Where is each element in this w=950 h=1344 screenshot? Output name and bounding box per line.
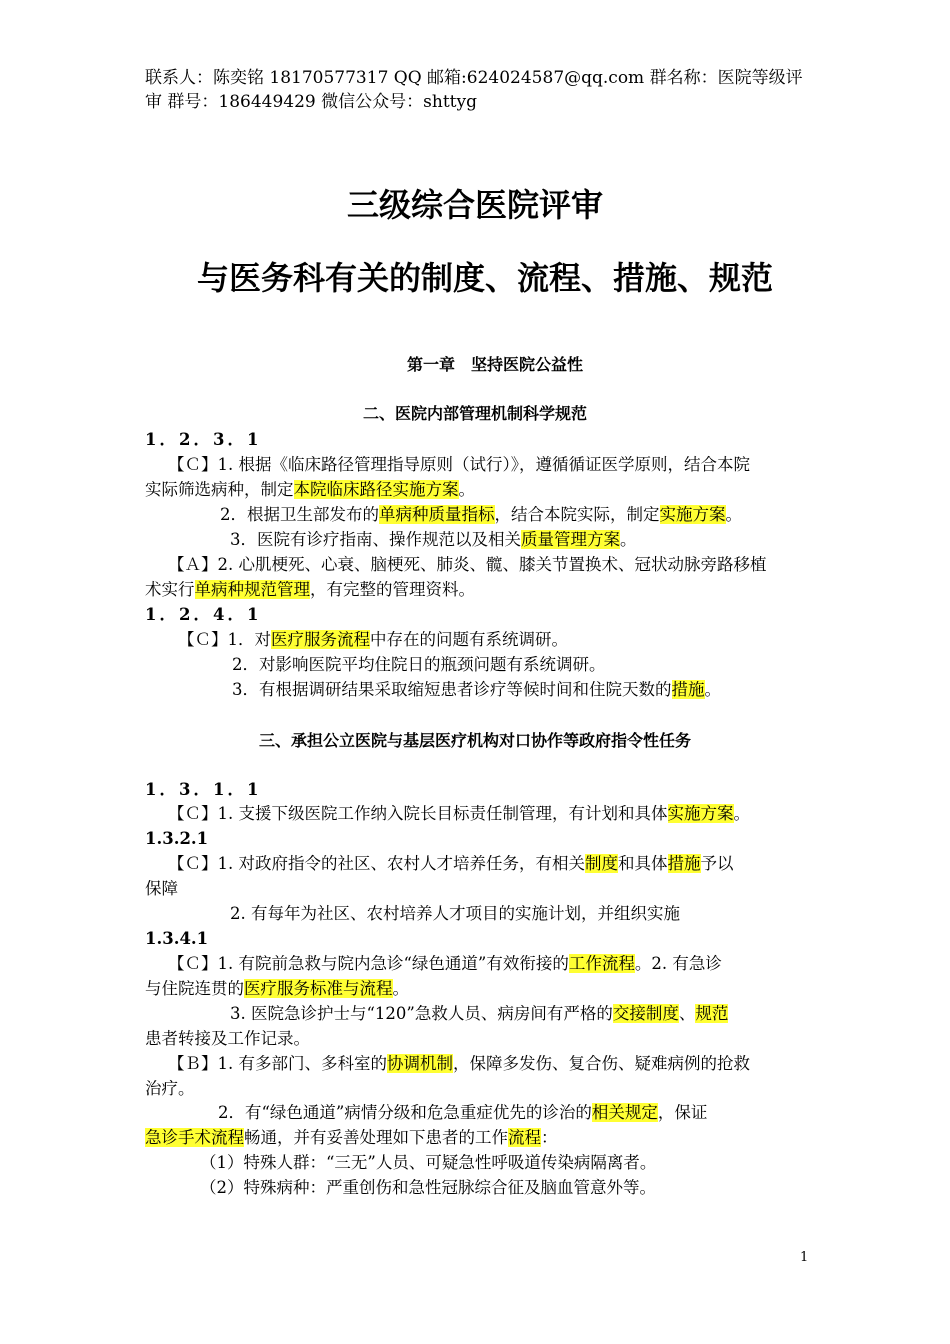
clause-text: 【Ｃ】1. 根据《临床路径管理指导原则（试行）》，遵循循证医学原则，结合本院 <box>168 455 750 474</box>
text-span: 。 <box>392 979 409 998</box>
highlighted-term: 单病种质量指标 <box>379 505 495 524</box>
text-span: 2．根据卫生部发布的 <box>220 505 379 524</box>
clause-number: 1．3．1．1 <box>145 780 262 799</box>
text-span: 中存在的问题有系统调研。 <box>370 630 568 649</box>
clause-number: 1．2．3．1 <box>145 430 262 449</box>
text-span: 实际筛选病种，制定 <box>145 480 294 499</box>
clause-text <box>168 952 722 976</box>
contact-line-1: 联系人：陈奕铭 18170577317 QQ 邮箱:624024587@qq.com 群名称：医院等级评 <box>145 68 803 88</box>
clause-text: 保障 <box>145 879 178 898</box>
text-span: 与住院连贯的 <box>145 979 244 998</box>
text-span: 【Ｂ】1. 有多部门、多科室的 <box>168 1054 387 1073</box>
text-span: 2．有“绿色通道”病情分级和危急重症优先的诊治的 <box>218 1103 592 1122</box>
clause-number: 1.3.4.1 <box>145 929 209 948</box>
highlighted-term: 交接制度 <box>612 1004 679 1023</box>
text-span: 。 <box>620 530 637 549</box>
clause-text: （2）特殊病种：严重创伤和急性冠脉综合征及脑血管意外等。 <box>200 1178 656 1197</box>
highlighted-term: 工作流程 <box>568 954 635 973</box>
text-span: 【Ｃ】1．对 <box>178 630 271 649</box>
clause-text: 【Ａ】2. 心肌梗死、心衰、脑梗死、肺炎、髋、膝关节置换术、冠状动脉旁路移植 <box>168 555 767 574</box>
text-span: 术实行 <box>145 580 195 599</box>
text-span: 【Ｃ】1. 对政府指令的社区、农村人才培养任务，有相关 <box>168 854 585 873</box>
text-span: ，保障多发伤、复合伤、疑难病例的抢救 <box>453 1054 750 1073</box>
text-span: ： <box>541 1128 558 1147</box>
clause-text: 2. 有每年为社区、农村培养人才项目的实施计划，并组织实施 <box>230 904 680 923</box>
text-span: 。2. 有急诊 <box>634 954 722 973</box>
section-heading-3: 三、承担公立医院与基层医疗机构对口协作等政府指令性任务 <box>258 731 691 750</box>
clause-number: 1．2．4．1 <box>145 605 262 624</box>
text-span: 3．有根据调研结果采取缩短患者诊疗等候时间和住院天数的 <box>232 680 672 699</box>
page-number: 1 <box>800 1250 809 1265</box>
document-title: 三级综合医院评审 <box>346 186 603 224</box>
highlighted-term: 医疗服务流程 <box>271 630 370 649</box>
clause-number: 1.3.2.1 <box>145 829 209 848</box>
highlighted-term: 实施方案 <box>659 505 726 524</box>
text-span: ，结合本院实际，制定 <box>494 505 660 524</box>
highlighted-term: 本院临床路径实施方案 <box>293 480 459 499</box>
highlighted-term: 流程 <box>508 1128 541 1147</box>
clause-text <box>178 628 568 652</box>
highlighted-term: 质量管理方案 <box>521 530 620 549</box>
clause-text <box>145 1126 558 1150</box>
clause-text: 2．对影响医院平均住院日的瓶颈问题有系统调研。 <box>232 655 606 674</box>
clause-text <box>168 1052 750 1076</box>
text-span: 。 <box>733 804 750 823</box>
highlighted-term: 急诊手术流程 <box>145 1128 244 1147</box>
document-subtitle: 与医务科有关的制度、流程、措施、规范 <box>196 259 773 297</box>
text-span: ，保证 <box>657 1103 708 1122</box>
section-heading-2: 二、医院内部管理机制科学规范 <box>362 404 587 423</box>
clause-text <box>145 977 409 1001</box>
chapter-heading: 第一章 坚持医院公益性 <box>406 355 583 374</box>
contact-header <box>145 66 810 114</box>
clause-text: 治疗。 <box>145 1079 195 1098</box>
highlighted-term: 实施方案 <box>667 804 734 823</box>
clause-text <box>168 852 734 876</box>
text-span: 【Ｃ】1. 有院前急救与院内急诊“绿色通道”有效衔接的 <box>168 954 569 973</box>
text-span: 【Ｃ】1. 支援下级医院工作纳入院长目标责任制管理，有计划和具体 <box>168 804 668 823</box>
highlighted-term: 制度 <box>585 854 618 873</box>
text-span: 。 <box>725 505 742 524</box>
highlighted-term: 措施 <box>671 680 705 699</box>
text-span: 。 <box>458 480 475 499</box>
clause-text <box>145 578 475 602</box>
highlighted-term: 协调机制 <box>387 1054 453 1073</box>
highlighted-term: 措施 <box>667 854 701 873</box>
highlighted-term: 单病种规范管理 <box>194 580 310 599</box>
text-span: 3. 医院急诊护士与“120”急救人员、病房间有严格的 <box>230 1004 613 1023</box>
contact-line-2: 审 群号：186449429 微信公众号：shttyg <box>145 92 477 112</box>
clause-text <box>220 503 742 527</box>
text-span: 3．医院有诊疗指南、操作规范以及相关 <box>230 530 521 549</box>
clause-text <box>230 528 637 552</box>
highlighted-term: 医疗服务标准与流程 <box>244 979 393 998</box>
highlighted-term: 相关规定 <box>591 1103 658 1122</box>
text-span: 、 <box>678 1004 696 1023</box>
text-span: 予以 <box>700 854 734 873</box>
clause-text <box>168 802 750 826</box>
text-span: 和具体 <box>618 854 668 873</box>
text-span: 畅通，并有妥善处理如下患者的工作 <box>244 1128 508 1147</box>
text-span: ，有完整的管理资料。 <box>310 580 475 599</box>
text-span: 。 <box>704 680 721 699</box>
clause-text: （1）特殊人群：“三无”人员、可疑急性呼吸道传染病隔离者。 <box>200 1153 657 1172</box>
clause-text <box>145 478 475 502</box>
highlighted-term: 规范 <box>695 1004 729 1023</box>
clause-text <box>232 678 721 702</box>
clause-text <box>218 1101 707 1125</box>
clause-text <box>230 1002 728 1026</box>
clause-text: 患者转接及工作记录。 <box>145 1029 310 1048</box>
